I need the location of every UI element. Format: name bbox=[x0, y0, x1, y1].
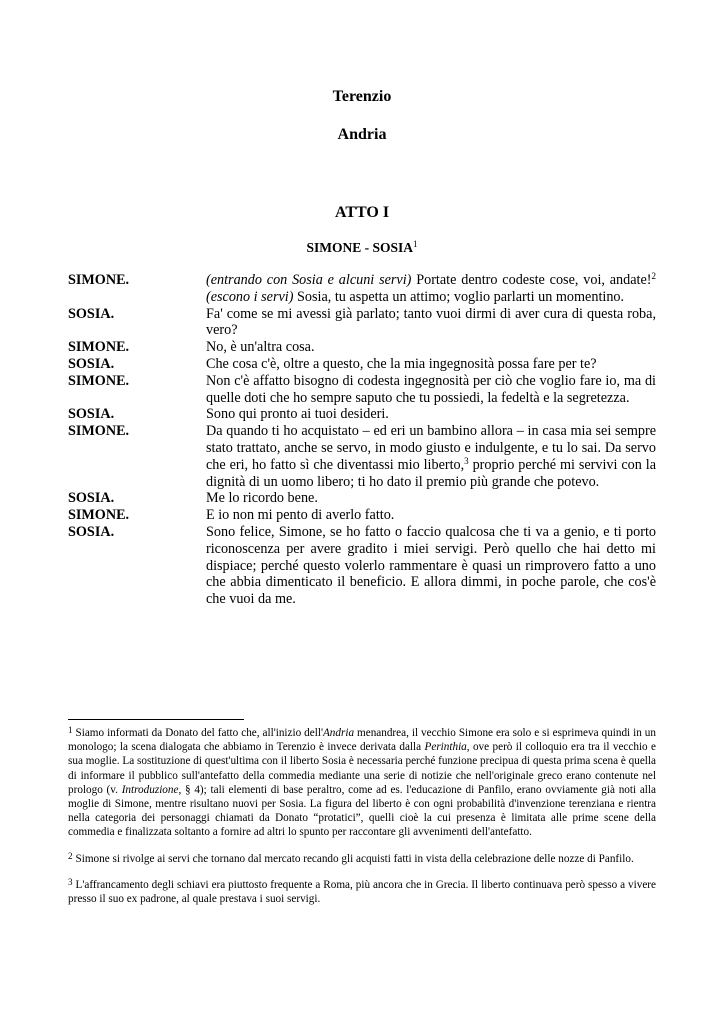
dialogue-line bbox=[68, 423, 656, 490]
dialogue-block bbox=[68, 272, 656, 608]
dialogue-line bbox=[68, 490, 656, 507]
dialogue-line bbox=[68, 524, 656, 608]
author-heading: Terenzio bbox=[332, 88, 392, 105]
italic-text: (escono i servi) bbox=[206, 288, 294, 305]
dialogue-line bbox=[68, 306, 656, 340]
text-run: , ove però il colloquio era tra il vecchio e sua moglie. La sostituzione di quest'ultima con il liberto Sosia è necessaria perché funzione precipua di questa prima scena è quella di informare il pubblico sull'antefatto della commedia mediante una serie di notizie che nell'originale greco erano contenute nel prologo (v. bbox=[68, 741, 657, 796]
italic-text: (entrando con Sosia e alcuni servi) bbox=[206, 272, 412, 288]
text-run: Me lo ricordo bene. bbox=[206, 490, 318, 507]
speech-text bbox=[206, 373, 656, 407]
dialogue-line bbox=[68, 356, 656, 373]
footnote-ref: 3 bbox=[464, 455, 469, 466]
text-run: L'affrancamento degli schiavi era piuttosto frequente a Roma, più ancora che in Grecia. Il liberto continuava però spesso a vivere presso il suo ex padrone, al quale prestava i suoi servigi. bbox=[68, 878, 656, 906]
speaker-name: SIMONE. bbox=[68, 272, 130, 288]
dialogue-line bbox=[68, 339, 656, 356]
scene-title: SIMONE - SOSIA bbox=[306, 240, 414, 255]
speech-text bbox=[206, 356, 656, 373]
speech-text bbox=[206, 272, 656, 306]
speaker-name: SIMONE. bbox=[68, 372, 130, 389]
speaker-name: SIMONE. bbox=[68, 423, 130, 440]
text-run: menandrea, il vecchio Simone era solo e si esprimeva quindi in un monologo; la scena dialogata che abbiamo in Terenzio è invece derivata dalla bbox=[68, 727, 656, 754]
text-run: proprio perché mi servivi con la dignità di un uomo libero; ti ho dato il premio più grande che potevo. bbox=[206, 456, 656, 490]
text-run: Sosia, tu aspetta un attimo; voglio parlarti un momentino. bbox=[293, 288, 625, 305]
speech-text bbox=[206, 306, 656, 340]
dialogue-line bbox=[68, 507, 656, 524]
text-run: Sono qui pronto ai tuoi desideri. bbox=[206, 406, 389, 423]
dialogue-line bbox=[68, 272, 656, 306]
footnote-number: 1 bbox=[68, 725, 73, 735]
speech-text bbox=[206, 507, 656, 524]
dialogue-line bbox=[68, 406, 656, 423]
footnote bbox=[68, 852, 656, 866]
speaker-name: SOSIA. bbox=[68, 305, 115, 322]
text-run: No, è un'altra cosa. bbox=[206, 339, 315, 356]
text-run: Simone si rivolge ai servi che tornano dal mercato recando gli acquisti fatti in vista della celebrazione delle nozze di Panfilo. bbox=[75, 852, 634, 865]
text-run: § 4); tali elementi di base peraltro, come ad es. l'educazione di Panfilo, erano ovviamente già noti alla moglie di Simone, mentre risultano nuovi per Sosia. La figura del liberto è con ogni probabilità d'invenzione terenziana e rientra nella categoria dei personaggi chiamati da Donato “protatici”, quelli cioè la cui presenza è limitata alle prime scene della commedia e finalizzata soltanto a fornire ad altri lo spunto per raccontare gli avvenimenti dell'antefatto. bbox=[68, 783, 656, 839]
speech-text bbox=[206, 524, 656, 608]
speaker-name: SOSIA. bbox=[68, 523, 115, 540]
italic-text: Perinthia bbox=[424, 741, 467, 754]
text-run: Che cosa c'è, oltre a questo, che la mia ingegnosità possa fare per te? bbox=[206, 355, 597, 372]
footnotes-block bbox=[68, 726, 656, 918]
footnote-ref: 1 bbox=[413, 239, 418, 249]
scene-heading bbox=[0, 240, 724, 256]
work-title: Andria bbox=[337, 126, 387, 143]
speech-text bbox=[206, 406, 656, 423]
text-run: Fa' come se mi avessi già parlato; tanto vuoi dirmi di aver cura di questa roba, vero? bbox=[206, 305, 656, 339]
speech-text bbox=[206, 423, 656, 490]
act-heading: ATTO I bbox=[334, 204, 390, 221]
text-run: Sono felice, Simone, se ho fatto o faccio qualcosa che ti va a genio, e ti porto riconoscenza per avere gradito i miei servigi. Però quello che hai detto mi dispiace; perché questo volerlo rammentare è quasi un rimprovero fatto a uno che abbia dimenticato il beneficio. E allora dimmi, in poche parole, che cos'è che vuoi da me. bbox=[206, 523, 656, 608]
text-run: Non c'è affatto bisogno di codesta ingegnosità per ciò che voglio fare io, ma di quelle doti che ho sempre saputo che tu possiedi, la fedeltà e la segretezza. bbox=[206, 372, 656, 406]
dialogue-line bbox=[68, 373, 656, 407]
speaker-name: SIMONE. bbox=[68, 339, 130, 356]
footnote bbox=[68, 878, 656, 906]
italic-text: Introduzione, bbox=[121, 783, 182, 796]
footnote-number: 2 bbox=[68, 850, 73, 861]
footnote-ref: 2 bbox=[651, 271, 657, 281]
footnote-divider bbox=[68, 719, 244, 720]
speaker-name: SOSIA. bbox=[68, 406, 115, 423]
footnote bbox=[68, 726, 656, 840]
text-run: Portate dentro codeste cose, voi, andate! bbox=[411, 272, 652, 288]
speaker-name: SOSIA. bbox=[68, 355, 115, 372]
speech-text bbox=[206, 339, 656, 356]
text-run: Siamo informati da Donato del fatto che, all'inizio dell' bbox=[75, 727, 323, 739]
speaker-name: SOSIA. bbox=[68, 490, 115, 507]
speaker-name: SIMONE. bbox=[68, 507, 130, 524]
speech-text bbox=[206, 490, 656, 507]
italic-text: Andria bbox=[322, 727, 355, 739]
text-run: Da quando ti ho acquistato – ed eri un bambino allora – in casa mia sei sempre stato trattato, anche se servo, in modo giusto e indulgente, e tu lo sai. Da servo che eri, ho fatto sì che diventassi mio liberto, bbox=[206, 423, 656, 473]
text-run: E io non mi pento di averlo fatto. bbox=[206, 507, 395, 524]
footnote-number: 3 bbox=[68, 876, 73, 887]
